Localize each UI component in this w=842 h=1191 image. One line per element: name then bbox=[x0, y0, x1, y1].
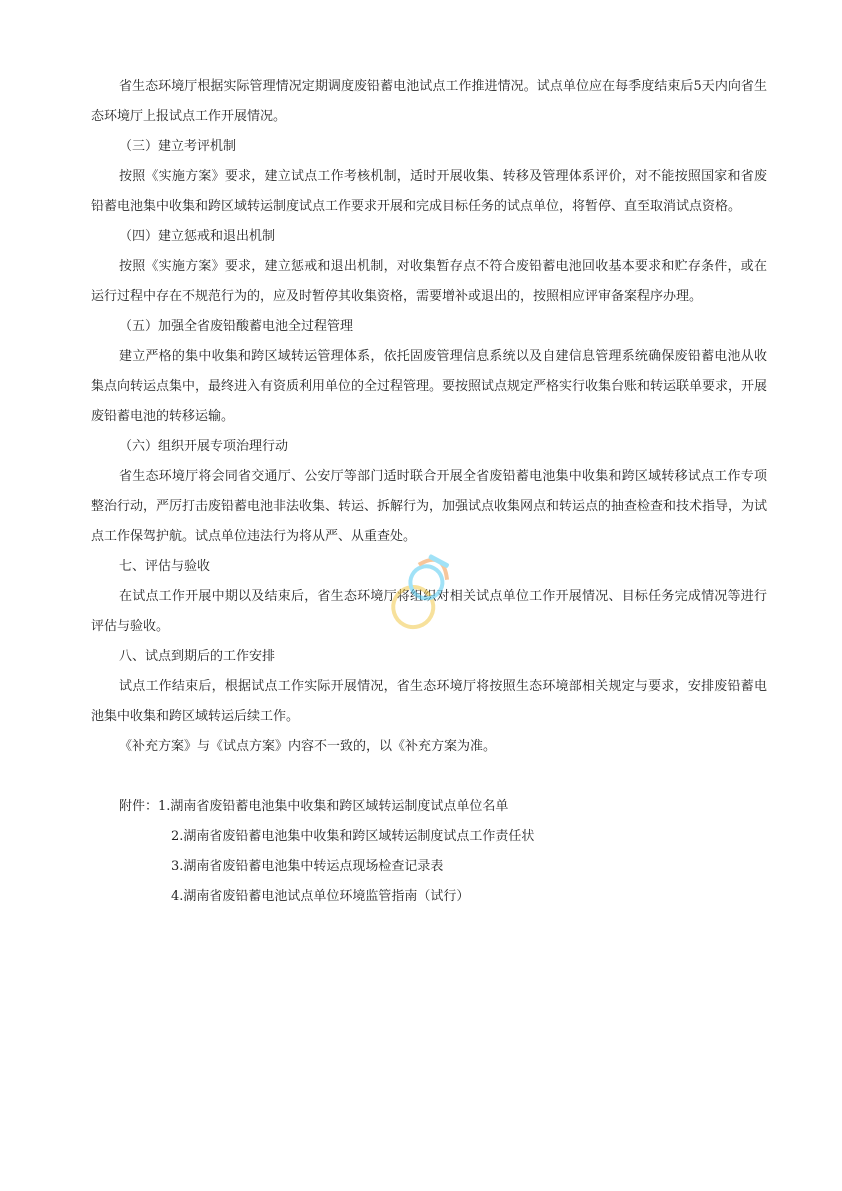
section-heading: 七、评估与验收 bbox=[119, 559, 211, 574]
attachment-item: 3.湖南省废铅蓄电池集中转运点现场检查记录表 bbox=[171, 859, 444, 874]
section-heading: （六）组织开展专项治理行动 bbox=[119, 439, 289, 454]
body-paragraph: 试点工作结束后，根据试点工作实际开展情况，省生态环境厅将按照生态环境部相关规定与要求，安排废铅蓄电池集中收集和跨区域转运后续工作。 bbox=[91, 679, 767, 724]
paragraph-list bbox=[91, 72, 767, 762]
attachment-row-1 bbox=[91, 792, 767, 822]
attachments-prefix: 附件： bbox=[119, 799, 159, 814]
body-paragraph: 省生态环境厅将会同省交通厅、公安厅等部门适时联合开展全省废铅蓄电池集中收集和跨区域转移试点工作专项整治行动，严厉打击废铅蓄电池非法收集、转运、拆解行为，加强试点收集网点和转运点的抽查检查和技术指导，为试点工作保驾护航。试点单位违法行为将从严、从重查处。 bbox=[91, 469, 768, 544]
attachment-row-3 bbox=[91, 852, 767, 882]
body-paragraph: 省生态环境厅根据实际管理情况定期调度废铅蓄电池试点工作推进情况。试点单位应在每季度结束后5天内向省生态环境厅上报试点工作开展情况。 bbox=[91, 79, 767, 124]
attachments-section bbox=[91, 792, 767, 912]
body-paragraph: 按照《实施方案》要求，建立惩戒和退出机制，对收集暂存点不符合废铅蓄电池回收基本要求和贮存条件，或在运行过程中存在不规范行为的，应及时暂停其收集资格，需要增补或退出的，按照相应评审备案程序办理。 bbox=[91, 259, 767, 304]
document-body bbox=[91, 72, 767, 912]
body-paragraph: 建立严格的集中收集和跨区域转运管理体系，依托固废管理信息系统以及自建信息管理系统确保废铅蓄电池从收集点向转运点集中，最终进入有资质利用单位的全过程管理。要按照试点规定严格实行收集台账和转运联单要求，开展废铅蓄电池的转移运输。 bbox=[91, 349, 768, 424]
section-heading: （三）建立考评机制 bbox=[119, 139, 237, 154]
attachment-item: 1.湖南省废铅蓄电池集中收集和跨区域转运制度试点单位名单 bbox=[158, 799, 509, 814]
section-heading: （五）加强全省废铅酸蓄电池全过程管理 bbox=[119, 319, 354, 334]
attachment-item: 2.湖南省废铅蓄电池集中收集和跨区域转运制度试点工作责任状 bbox=[171, 829, 535, 844]
section-heading: （四）建立惩戒和退出机制 bbox=[119, 229, 276, 244]
body-paragraph: 《补充方案》与《试点方案》内容不一致的，以《补充方案为准。 bbox=[119, 739, 497, 754]
attachment-row-2 bbox=[91, 822, 767, 852]
attachment-item: 4.湖南省废铅蓄电池试点单位环境监管指南（试行） bbox=[171, 889, 470, 904]
spacer bbox=[91, 762, 767, 792]
body-paragraph: 在试点工作开展中期以及结束后，省生态环境厅将组织对相关试点单位工作开展情况、目标任务完成情况等进行评估与验收。 bbox=[91, 589, 767, 634]
body-paragraph: 按照《实施方案》要求，建立试点工作考核机制，适时开展收集、转移及管理体系评价，对不能按照国家和省废铅蓄电池集中收集和跨区域转运制度试点工作要求开展和完成目标任务的试点单位，将暂停、直至取消试点资格。 bbox=[91, 169, 767, 214]
section-heading: 八、试点到期后的工作安排 bbox=[119, 649, 276, 664]
attachment-row-4 bbox=[91, 882, 767, 912]
